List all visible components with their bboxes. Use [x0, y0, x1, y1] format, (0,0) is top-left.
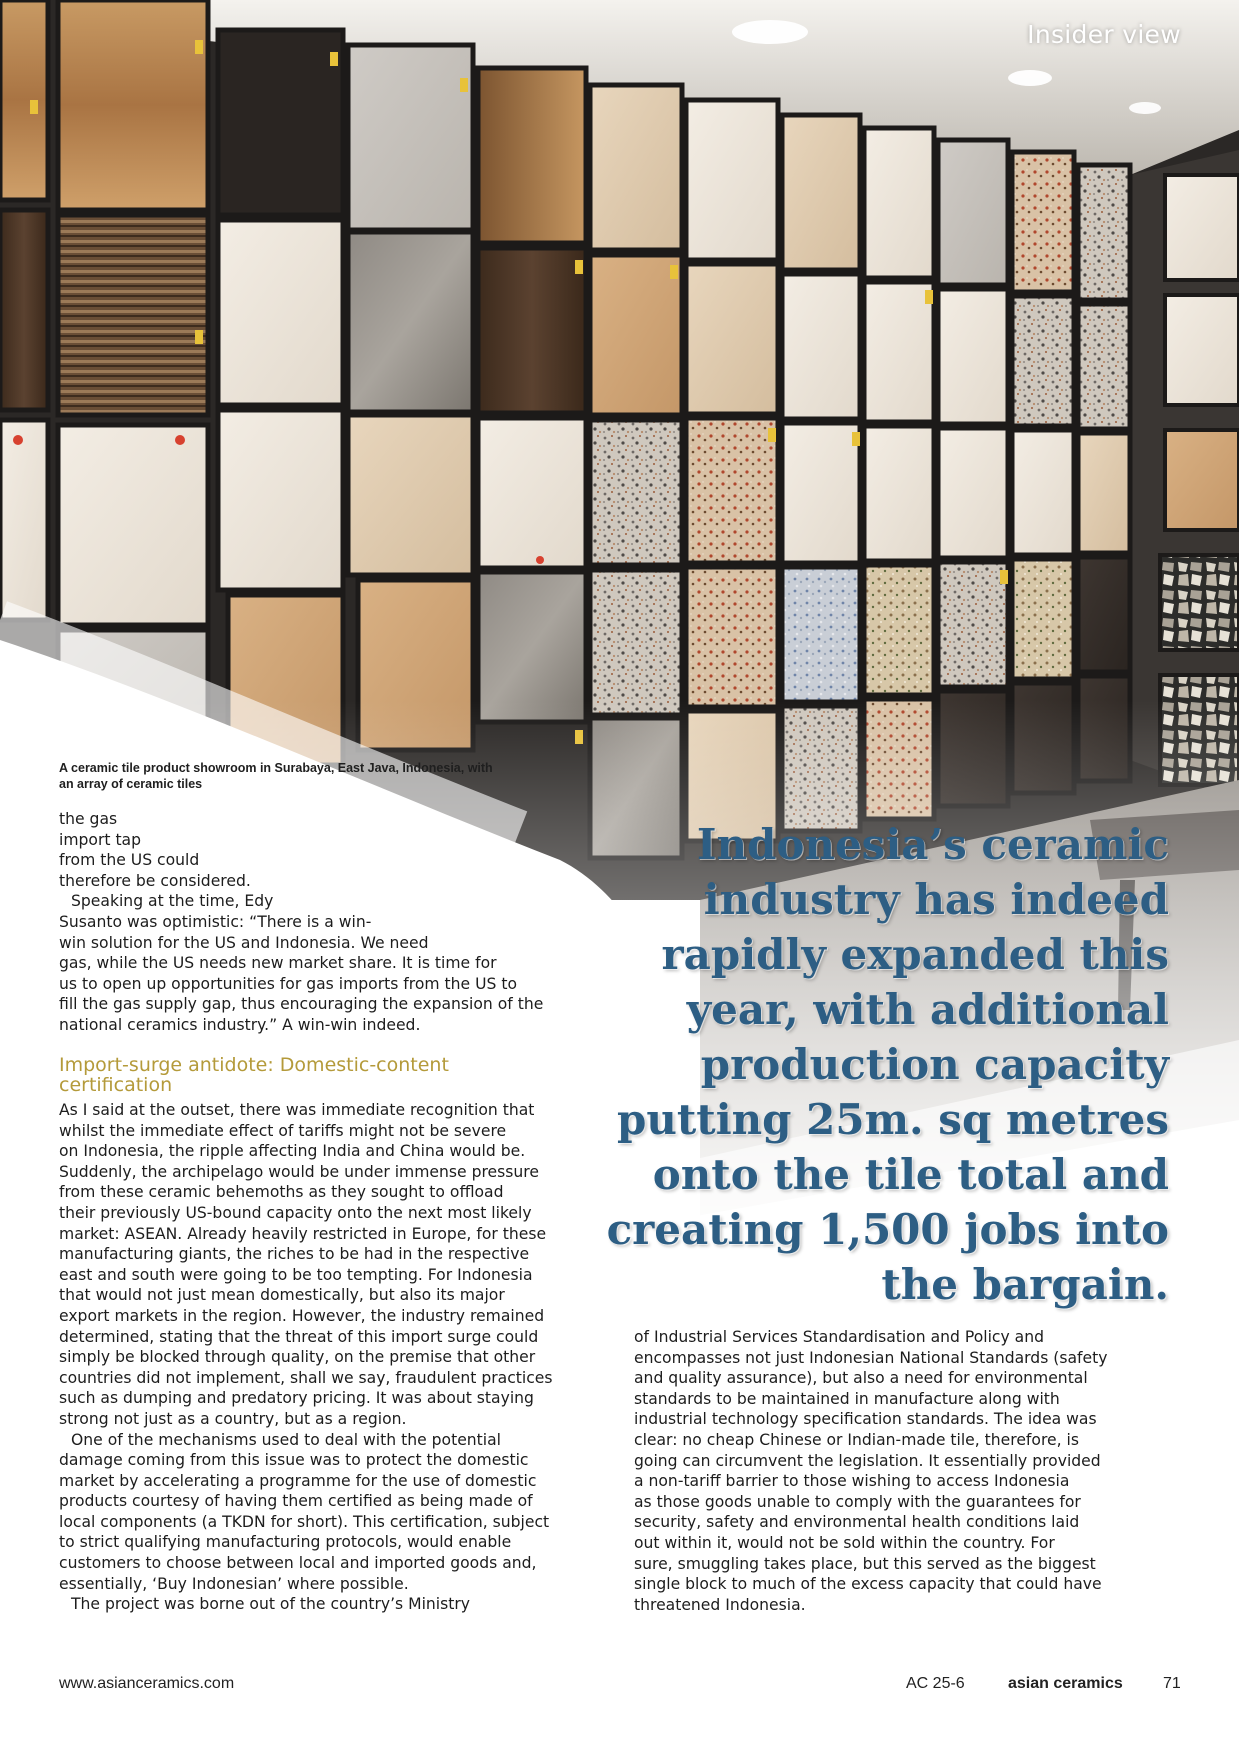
text-line: industrial technology specification standards. The idea was [634, 1410, 1097, 1429]
text-line: One of the mechanisms used to deal with the potential [71, 1430, 502, 1449]
footer-magazine-name: asian ceramics [1008, 1675, 1123, 1692]
text-line: fill the gas supply gap, thus encouraging the expansion of the [59, 995, 544, 1014]
pull-quote-line: the bargain. [881, 1260, 1169, 1309]
text-line: as those goods unable to comply with the guarantees for [634, 1492, 1081, 1511]
text-line: the gas [59, 810, 118, 828]
text-line: east and south were going to be too tempting. For Indonesia [59, 1265, 533, 1284]
article-column-left [59, 1100, 614, 1615]
text-line: to strict qualifying manufacturing protocols, would enable [59, 1533, 512, 1552]
text-line: encompasses not just Indonesian National Standards (safety [634, 1348, 1108, 1367]
text-line: import tap [59, 830, 142, 849]
text-line: out within it, would not be sold within the country. For [634, 1533, 1055, 1552]
text-line: security, safety and environmental health conditions laid [634, 1513, 1080, 1532]
pull-quote-line: putting 25m. sq metres [616, 1095, 1169, 1144]
text-line: The project was borne out of the country’s Ministry [71, 1595, 471, 1614]
text-line: whilst the immediate effect of tariffs might not be severe [59, 1121, 507, 1140]
text-line: export markets in the region. However, the industry remained [59, 1306, 545, 1325]
paragraph [59, 1100, 614, 1430]
pull-quote-line: year, with additional [686, 985, 1169, 1034]
text-line: countries did not implement, shall we say, fraudulent practices [59, 1368, 553, 1387]
section-label: Insider view [1027, 20, 1181, 49]
pull-quote-line: onto the tile total and [652, 1150, 1169, 1199]
text-line: their previously US-bound capacity onto the next most likely [59, 1203, 532, 1222]
footer-issue: AC 25-6 [906, 1675, 965, 1692]
footer-website[interactable]: www.asianceramics.com [59, 1675, 235, 1692]
text-line: products courtesy of having them certified as being made of [59, 1492, 533, 1511]
text-line: As I said at the outset, there was immediate recognition that [59, 1101, 535, 1119]
text-line: from the US could [59, 851, 200, 870]
text-line: determined, stating that the threat of this import surge could [59, 1327, 539, 1346]
text-line: local components (a TKDN for short). This certification, subject [59, 1512, 550, 1531]
text-line: Speaking at the time, Edy [71, 892, 274, 911]
photo-caption: A ceramic tile product showroom in Surabaya, East Java, Indonesia, with an array of ceramic tiles [59, 761, 493, 791]
text-line: therefore be considered. [59, 871, 251, 890]
text-line: clear: no cheap Chinese or Indian-made tile, therefore, is [634, 1430, 1079, 1449]
pull-quote-line: creating 1,500 jobs into [606, 1205, 1169, 1254]
paragraph [59, 1430, 614, 1595]
text-line: market: ASEAN. Already heavily restricted in Europe, for these [59, 1224, 547, 1243]
page-number: 71 [1163, 1675, 1181, 1692]
text-line: strong not just as a country, but as a region. [59, 1409, 407, 1428]
text-line: manufacturing giants, the riches to be had in the respective [59, 1245, 530, 1264]
pull-quote [549, 817, 1169, 1312]
pull-quote-line: industry has indeed [703, 875, 1169, 924]
text-line: and quality assurance), but also a need for environmental [634, 1369, 1088, 1388]
text-line: Suddenly, the archipelago would be under immense pressure [59, 1162, 539, 1181]
text-line: going can circumvent the legislation. It essentially provided [634, 1451, 1101, 1470]
pull-quote-line: rapidly expanded this [661, 930, 1169, 979]
text-line: essentially, ‘Buy Indonesian’ where possible. [59, 1574, 409, 1593]
text-line: standards to be maintained in manufacture along with [634, 1389, 1060, 1408]
text-line: of Industrial Services Standardisation and Policy and [634, 1328, 1045, 1346]
text-line: national ceramics industry.” A win-win indeed. [59, 1015, 421, 1034]
text-line: win solution for the US and Indonesia. We need [59, 933, 429, 952]
pull-quote-line: Indonesia’s ceramic [696, 820, 1169, 869]
text-line: simply be blocked through quality, on the premise that other [59, 1348, 536, 1367]
pull-quote-line: production capacity [700, 1040, 1169, 1089]
paragraph [59, 1594, 614, 1615]
text-line: threatened Indonesia. [634, 1595, 806, 1614]
text-line: damage coming from this issue was to protect the domestic [59, 1451, 529, 1470]
text-line: market by accelerating a programme for the use of domestic [59, 1471, 537, 1490]
text-line: a non-tariff barrier to those wishing to access Indonesia [634, 1472, 1070, 1491]
text-line: from these ceramic behemoths as they sought to offload [59, 1183, 504, 1202]
article-column-left-top [59, 809, 614, 1036]
paragraph [634, 1327, 1189, 1615]
text-line: gas, while the US needs new market share. It is time for [59, 954, 497, 973]
text-line: customers to choose between local and imported goods and, [59, 1554, 537, 1573]
text-line: us to open up opportunities for gas imports from the US to [59, 974, 518, 993]
paragraph [59, 809, 614, 1036]
text-line: single block to much of the excess capacity that could have [634, 1575, 1102, 1594]
text-line: such as dumping and predatory pricing. It was about staying [59, 1389, 534, 1408]
section-subheading: Import-surge antidote: Domestic-content certification [59, 1054, 449, 1096]
text-line: on Indonesia, the ripple affecting India and China would be. [59, 1142, 526, 1161]
article-column-right [634, 1327, 1189, 1615]
text-line: sure, smuggling takes place, but this served as the biggest [634, 1554, 1096, 1573]
text-line: that would not just mean domestically, but also its major [59, 1286, 505, 1305]
text-line: Susanto was optimistic: “There is a win- [59, 912, 372, 931]
